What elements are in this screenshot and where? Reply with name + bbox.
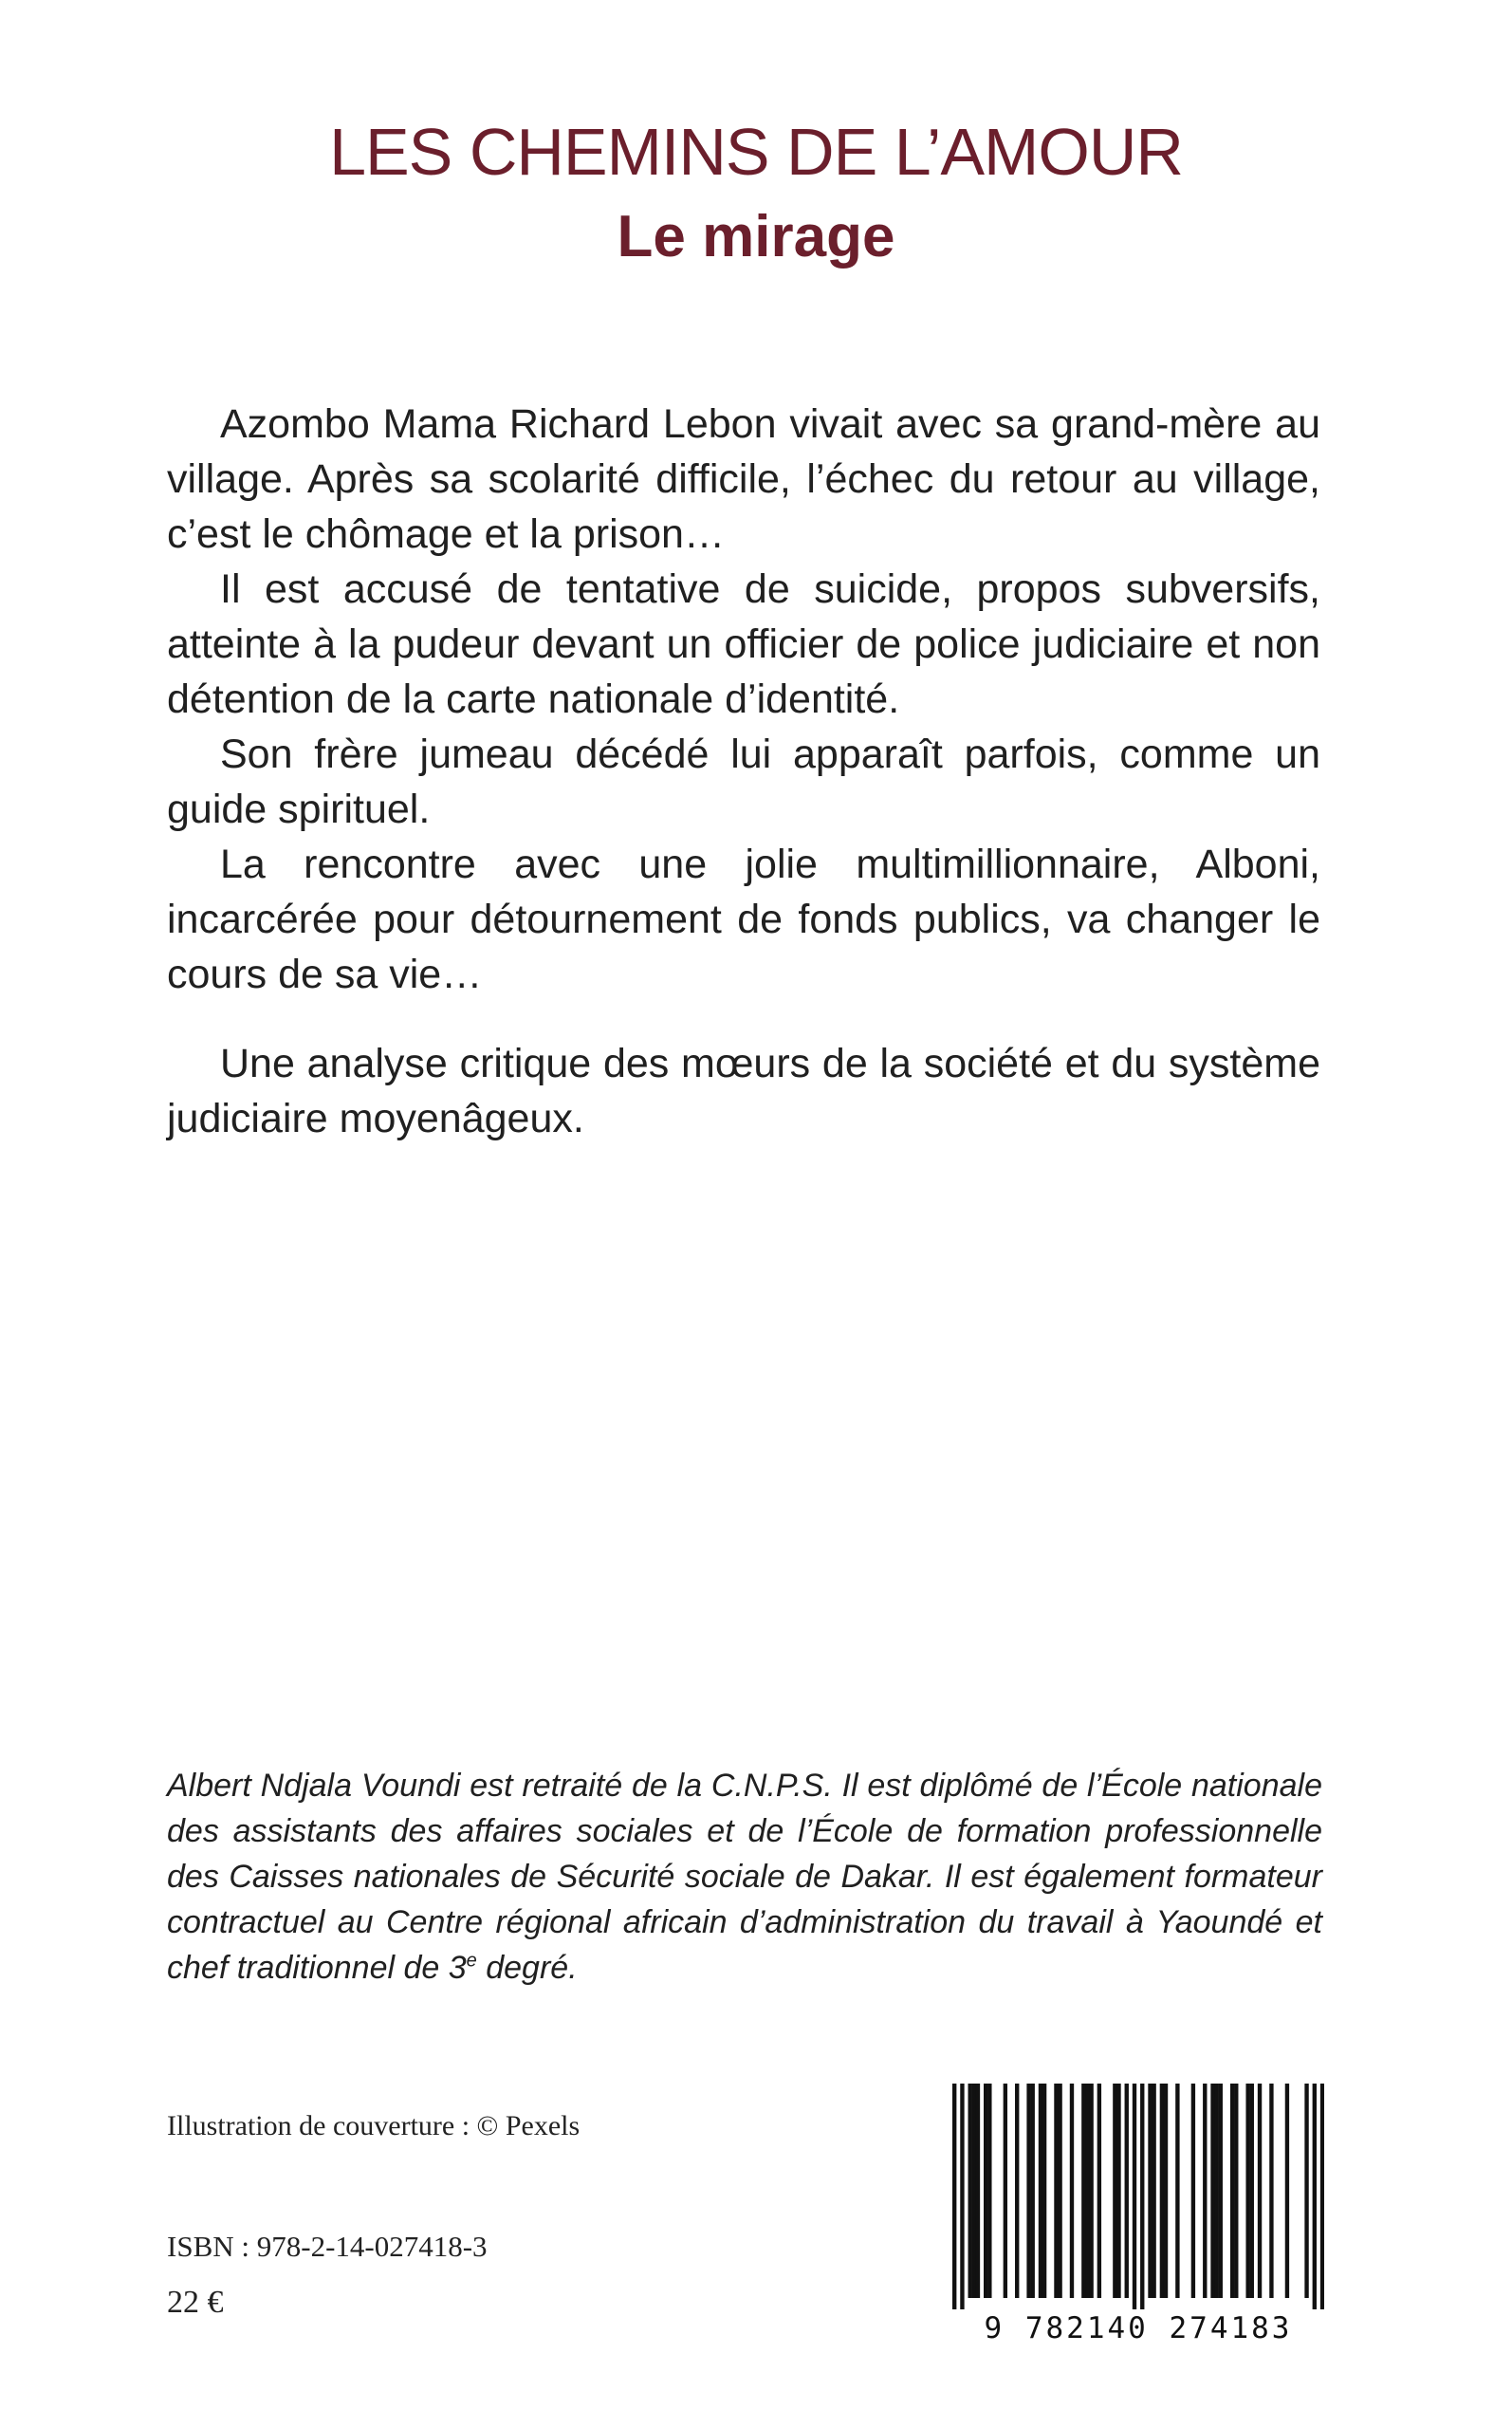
- barcode-bar: [1160, 2084, 1164, 2298]
- barcode-bar: [960, 2084, 964, 2309]
- author-bio-superscript: e: [466, 1950, 477, 1972]
- barcode-bar: [1004, 2084, 1007, 2298]
- blurb-paragraph: Azombo Mama Richard Lebon vivait avec sa grand-mère au village. Après sa scolarité difficile, l’échec du retour au village, c’est le chômage et la prison…: [167, 401, 1320, 557]
- barcode-bar: [1140, 2084, 1144, 2309]
- barcode-bar: [1148, 2084, 1152, 2298]
- barcode-bar: [1113, 2084, 1116, 2298]
- barcode-bar: [1191, 2084, 1195, 2298]
- barcode-bar: [1031, 2084, 1035, 2298]
- barcode-bar: [968, 2084, 972, 2298]
- barcode-bar: [1070, 2084, 1074, 2298]
- isbn: ISBN : 978-2-14-027418-3: [167, 2230, 488, 2263]
- barcode-bar: [1152, 2084, 1155, 2298]
- back-cover-blurb: [167, 397, 1320, 1146]
- barcode-digits: 9 782140 274183: [984, 2311, 1293, 2345]
- barcode-bar: [1219, 2084, 1223, 2298]
- blurb-paragraph: Son frère jumeau décédé lui apparaît parfois, comme un guide spirituel.: [167, 732, 1320, 832]
- barcode-bar: [1097, 2084, 1101, 2298]
- barcode-bar: [1125, 2084, 1129, 2298]
- blurb-paragraph: Il est accusé de tentative de suicide, propos subversifs, atteinte à la pudeur devant un officier de police judiciaire et non détention de la carte nationale d’identité.: [167, 566, 1320, 722]
- barcode-bar: [1116, 2084, 1120, 2298]
- barcode-bar: [1042, 2084, 1046, 2298]
- barcode-bar: [1089, 2084, 1093, 2298]
- barcode-bar: [1210, 2084, 1214, 2298]
- book-title: LES CHEMINS DE L’AMOUR: [329, 115, 1183, 189]
- barcode-bar: [984, 2084, 987, 2298]
- author-bio-text: Albert Ndjala Voundi est retraité de la C.N.P.S. Il est diplômé de l’École nationale des assistants des affaires sociales et de l’École de formation professionnelle des Caisses nationales de Sécurité sociale de Dakar. Il est également formateur contractuel au Centre régional africain d’administration du travail à Yaoundé et chef traditionnel de 3: [167, 1768, 1322, 1986]
- barcode-bar: [1081, 2084, 1085, 2298]
- barcode-bar: [1285, 2084, 1289, 2298]
- barcode-bar: [952, 2084, 956, 2309]
- barcode-bar: [1245, 2084, 1249, 2298]
- isbn-barcode: [952, 2084, 1324, 2345]
- barcode-bar: [1214, 2084, 1218, 2298]
- barcode-bar: [1304, 2084, 1308, 2298]
- barcode-bar: [1085, 2084, 1089, 2298]
- barcode-bar: [987, 2084, 991, 2298]
- barcode-bar: [972, 2084, 976, 2298]
- barcode-bar: [1320, 2084, 1324, 2309]
- barcode-bar: [976, 2084, 980, 2298]
- blurb-paragraph: La rencontre avec une jolie multimillionnaire, Alboni, incarcérée pour détournement de fonds publics, va changer le cours de sa vie…: [167, 842, 1320, 997]
- barcode-bar: [1203, 2084, 1207, 2298]
- barcode-bar: [1258, 2084, 1262, 2298]
- barcode-bar: [1230, 2084, 1234, 2298]
- barcode-bar: [1026, 2084, 1030, 2298]
- illustration-credit: Illustration de couverture : © Pexels: [167, 2110, 581, 2141]
- author-bio-text-end: degré.: [476, 1950, 578, 1986]
- barcode-bar: [1164, 2084, 1168, 2298]
- barcode-bar: [1058, 2084, 1061, 2298]
- barcode-bar: [1269, 2084, 1273, 2298]
- book-subtitle: Le mirage: [617, 204, 895, 269]
- barcode-bar: [1234, 2084, 1238, 2298]
- barcode-bar: [1015, 2084, 1019, 2298]
- barcode-bar: [1054, 2084, 1058, 2298]
- barcode-bar: [1039, 2084, 1042, 2298]
- price: 22 €: [167, 2285, 224, 2320]
- barcode-bars: [952, 2084, 1324, 2309]
- author-bio: [167, 1763, 1322, 1991]
- barcode-bar: [1313, 2084, 1317, 2309]
- barcode-bar: [1250, 2084, 1254, 2298]
- barcode-bar: [1133, 2084, 1136, 2309]
- blurb-conclusion: Une analyse critique des mœurs de la société et du système judiciaire moyenâgeux.: [167, 1041, 1320, 1141]
- barcode-bar: [1175, 2084, 1179, 2298]
